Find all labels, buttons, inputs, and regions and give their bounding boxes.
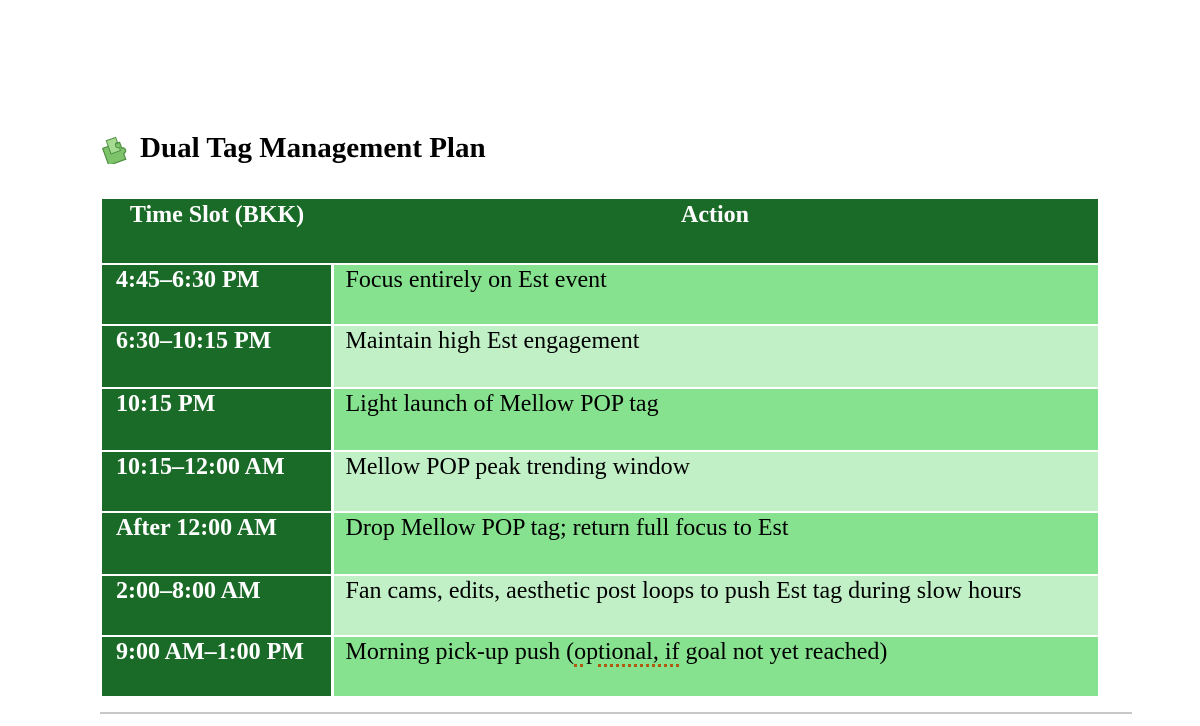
time-slot-cell: 10:15 PM [102,388,332,451]
table-row [102,636,1098,696]
time-slot-cell: 4:45–6:30 PM [102,264,332,325]
spellcheck-flagged-text[interactable]: optional, if [574,639,680,665]
table-row [102,575,1098,636]
action-text-after: goal not yet reached) [679,639,888,665]
header-time-slot: Time Slot (BKK) [102,199,332,264]
action-text-before: Morning pick-up push ( [345,639,575,665]
action-cell: Drop Mellow POP tag; return full focus to Est [332,512,1098,575]
time-slot-cell: 9:00 AM–1:00 PM [102,636,332,696]
action-cell: Mellow POP peak trending window [332,451,1098,512]
action-cell: Maintain high Est engagement [332,325,1098,388]
bottom-divider [100,712,1132,714]
section-heading [100,128,486,168]
action-cell: Light launch of Mellow POP tag [332,388,1098,451]
table-row [102,264,1098,325]
table-header-row [102,199,1098,264]
table-row [102,451,1098,512]
heading-title: Dual Tag Management Plan [140,132,486,164]
action-cell: Focus entirely on Est event [332,264,1098,325]
table-row [102,512,1098,575]
time-slot-cell: After 12:00 AM [102,512,332,575]
time-slot-cell: 2:00–8:00 AM [102,575,332,636]
time-slot-cell: 10:15–12:00 AM [102,451,332,512]
action-cell [332,636,1098,696]
table-row [102,388,1098,451]
plan-table [102,199,1098,696]
time-slot-cell: 6:30–10:15 PM [102,325,332,388]
action-cell: Fan cams, edits, aesthetic post loops to push Est tag during slow hours [332,575,1098,636]
table-row [102,325,1098,388]
header-action: Action [332,199,1098,264]
puzzle-piece-icon [100,132,132,164]
